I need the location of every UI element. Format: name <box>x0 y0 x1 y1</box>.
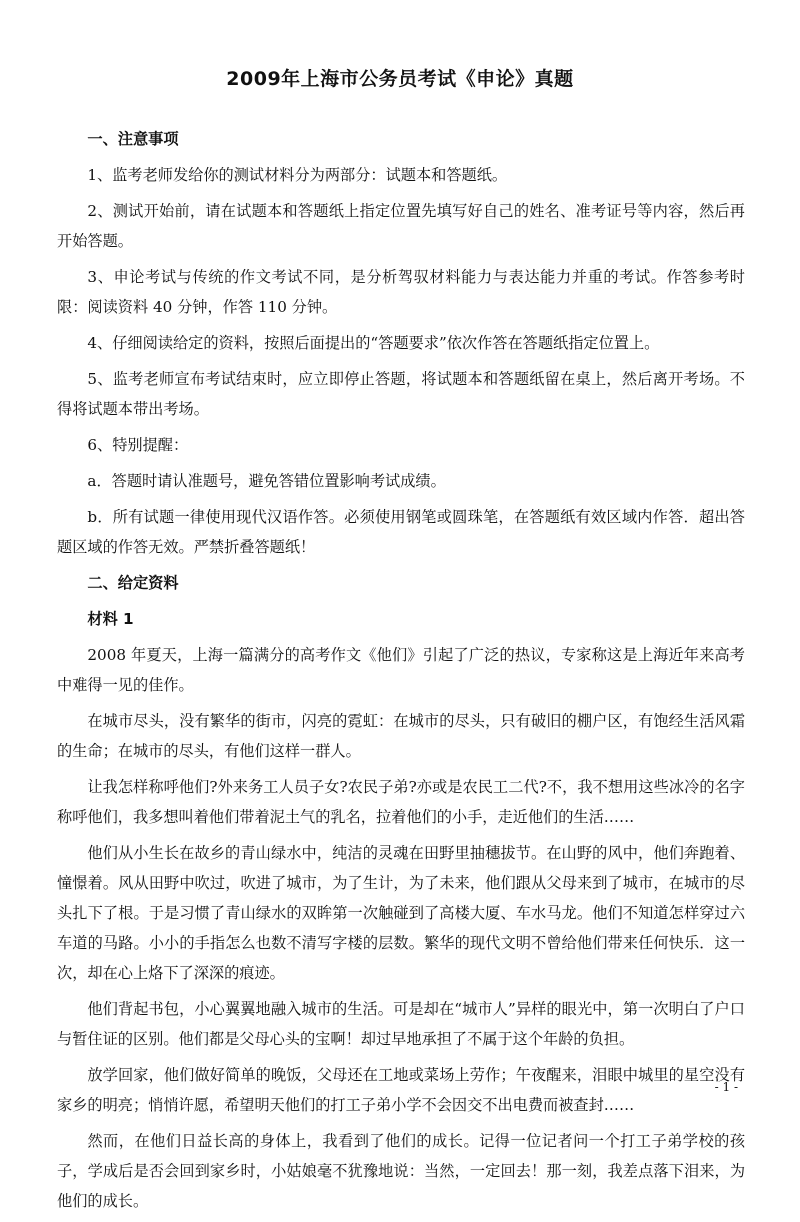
material-paragraph-2: 在城市尽头，没有繁华的街市，闪亮的霓虹：在城市的尽头，只有破旧的棚户区，有饱经生活风霜的生命；在城市的尽头，有他们这样一群人。 <box>57 712 745 760</box>
material-paragraph-1: 2008 年夏天，上海一篇满分的高考作文《他们》引起了广泛的热议，专家称这是上海近年来高考中难得一见的佳作。 <box>57 646 745 694</box>
section-heading-notes: 一、注意事项 <box>87 130 179 148</box>
material-label: 材料 1 <box>87 610 134 628</box>
document-title: 2009年上海市公务员考试《申论》真题 <box>226 68 574 90</box>
notice-item-6: 6、特别提醒： <box>87 436 189 454</box>
notice-item-1: 1、监考老师发给你的测试材料分为两部分：试题本和答题纸。 <box>87 166 508 184</box>
notice-item-5: 5、监考老师宣布考试结束时，应立即停止答题，将试题本和答题纸留在桌上，然后离开考场。不得将试题本带出考场。 <box>57 370 745 418</box>
notice-item-3: 3、申论考试与传统的作文考试不同，是分析驾驭材料能力与表达能力并重的考试。作答参考时限：阅读资料 40 分钟，作答 110 分钟。 <box>57 268 745 316</box>
notice-item-4: 4、仔细阅读给定的资料，按照后面提出的“答题要求”依次作答在答题纸指定位置上。 <box>87 334 660 352</box>
notice-item-a: a．答题时请认准题号，避免答错位置影响考试成绩。 <box>87 472 446 490</box>
material-paragraph-5: 他们背起书包，小心翼翼地融入城市的生活。可是却在“城市人”异样的眼光中，第一次明白了户口与暂住证的区别。他们都是父母心头的宝啊！却过早地承担了不属于这个年龄的负担。 <box>57 1000 745 1048</box>
section-heading-materials: 二、给定资料 <box>87 574 179 592</box>
page-number: - 1 - <box>714 1080 738 1094</box>
notice-item-b: b．所有试题一律使用现代汉语作答。必须使用钢笔或圆珠笔，在答题纸有效区域内作答．超出答题区域的作答无效。严禁折叠答题纸！ <box>57 508 745 556</box>
document-body <box>57 124 745 1222</box>
material-paragraph-7: 然而，在他们日益长高的身体上，我看到了他们的成长。记得一位记者问一个打工子弟学校的孩子，学成后是否会回到家乡时，小姑娘毫不犹豫地说：当然，一定回去！那一刻，我差点落下泪来，为他们的成长。 <box>57 1132 745 1210</box>
material-paragraph-6: 放学回家，他们做好简单的晚饭，父母还在工地或菜场上劳作；午夜醒来，泪眼中城里的星空没有家乡的明亮；悄悄许愿，希望明天他们的打工子弟小学不会因交不出电费而被查封…… <box>57 1066 745 1114</box>
material-paragraph-4: 他们从小生长在故乡的青山绿水中，纯洁的灵魂在田野里抽穗拔节。在山野的风中，他们奔跑着、憧憬着。风从田野中吹过，吹进了城市，为了生计，为了未来，他们跟从父母来到了城市，在城市的尽头扎下了根。于是习惯了青山绿水的双眸第一次触碰到了高楼大厦、车水马龙。他们不知道怎样穿过六车道的马路。小小的手指怎么也数不清写字楼的层数。繁华的现代文明不曾给他们带来任何快乐．这一次，却在心上烙下了深深的痕迹。 <box>57 844 745 982</box>
material-paragraph-3: 让我怎样称呼他们?外来务工人员子女?农民子弟?亦或是农民工二代?不，我不想用这些冰冷的名字称呼他们，我多想叫着他们带着泥土气的乳名，拉着他们的小手，走近他们的生活…… <box>57 778 745 826</box>
notice-item-2: 2、测试开始前，请在试题本和答题纸上指定位置先填写好自己的姓名、准考证号等内容，然后再开始答题。 <box>57 202 745 250</box>
